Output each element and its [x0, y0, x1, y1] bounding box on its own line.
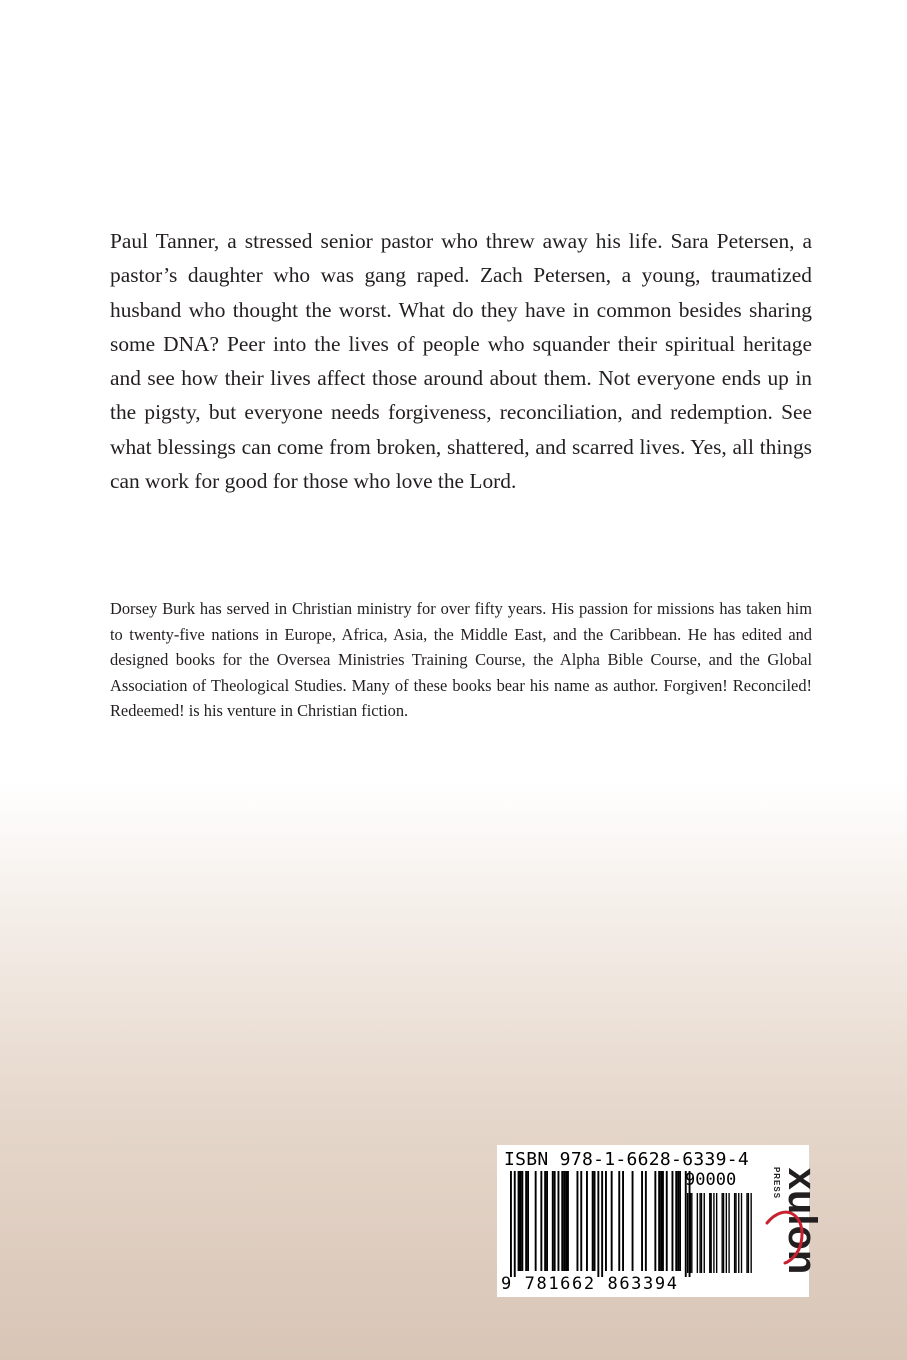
back-cover-blurb: Paul Tanner, a stressed senior pastor who threw away his life. Sara Petersen, a pastor’s daughter who was gang raped. Zach Petersen, a young, traumatized husband who thought the worst. What do they have in common besides sharing some DNA? Peer into the lives of people who squander their spiritual heritage and see how their lives affect those around about them. Not everyone ends up in the pigsty, but everyone needs forgiveness, reconciliation, and redemption. See what blessings can come from broken, shattered, and scarred lives. Yes, all things can work for good for those who love the Lord. — [110, 229, 812, 494]
price-code: 90000 — [685, 1170, 737, 1190]
barcode-bar — [546, 1171, 548, 1271]
barcode-bar — [632, 1171, 634, 1271]
barcode-bar — [554, 1171, 556, 1271]
addon-bar — [704, 1193, 705, 1273]
barcode-bar — [677, 1171, 679, 1271]
barcode-bar — [563, 1171, 565, 1271]
barcode-bar — [601, 1171, 603, 1277]
barcode-bar — [672, 1171, 674, 1271]
barcode-bar — [540, 1171, 542, 1271]
addon-bar — [697, 1193, 698, 1273]
barcode-bar — [580, 1171, 582, 1271]
barcode-bar — [535, 1171, 537, 1271]
addon-bar — [690, 1193, 691, 1273]
addon-bar — [726, 1193, 727, 1273]
barcode-bar — [618, 1171, 620, 1271]
barcode-bar — [605, 1171, 607, 1271]
addon-bar — [713, 1193, 714, 1273]
addon-bar — [738, 1193, 739, 1273]
barcode-bar — [679, 1171, 681, 1271]
addon-bar — [734, 1193, 735, 1273]
publisher-name: xulon — [780, 1167, 824, 1275]
barcode-bar — [592, 1171, 594, 1271]
addon-bar — [691, 1193, 692, 1273]
barcode-bar — [622, 1171, 624, 1271]
isbn-label: ISBN 978-1-6628-6339-4 — [504, 1149, 750, 1170]
addon-bar — [687, 1193, 688, 1273]
barcode-bar — [552, 1171, 554, 1271]
barcode-bar — [518, 1171, 520, 1271]
barcode-bar — [544, 1171, 546, 1271]
addon-bar — [750, 1193, 751, 1273]
barcode-bar — [660, 1171, 662, 1271]
addon-bar — [710, 1193, 711, 1273]
barcode-bar — [658, 1171, 660, 1271]
barcode-digits: 9 781662 863394 — [501, 1274, 679, 1294]
addon-bar — [716, 1193, 717, 1273]
barcode-bar — [597, 1171, 599, 1277]
barcode-bar — [525, 1171, 527, 1271]
barcode-bar — [641, 1171, 643, 1271]
addon-bar — [709, 1193, 710, 1273]
barcode-bar — [586, 1171, 588, 1271]
barcode-bar — [527, 1171, 529, 1271]
barcode-bar — [594, 1171, 596, 1271]
addon-bar — [722, 1193, 723, 1273]
barcode-bar — [521, 1171, 523, 1271]
addon-bar — [723, 1193, 724, 1273]
barcode-bar — [654, 1171, 656, 1271]
barcode-bar — [567, 1171, 569, 1271]
barcode-bar — [611, 1171, 613, 1271]
addon-bar — [741, 1193, 742, 1273]
barcode-bar — [520, 1171, 522, 1271]
barcode-bar — [666, 1171, 668, 1271]
barcode-bar — [558, 1171, 560, 1271]
barcode-bar — [662, 1171, 664, 1271]
addon-bar — [735, 1193, 736, 1273]
addon-bar — [728, 1193, 729, 1273]
addon-bar — [701, 1193, 702, 1273]
barcode-bar — [645, 1171, 647, 1271]
addon-bar — [748, 1193, 749, 1273]
isbn-barcode-block — [497, 1145, 824, 1297]
addon-bar — [699, 1193, 700, 1273]
barcode-bar — [514, 1171, 516, 1277]
publisher-imprint: PRESS — [772, 1166, 781, 1200]
author-bio: Dorsey Burk has served in Christian ministry for over fifty years. His passion for missions has taken him to twenty-five nations in Europe, Africa, Asia, the Middle East, and the Caribbean. He has edited and designed books for the Oversea Ministries Training Course, the Alpha Bible Course, and the Global Association of Theological Studies. Many of these books bear his name as author. Forgiven! Reconciled! Redeemed! is his venture in Christian fiction. — [110, 599, 812, 720]
barcode-bar — [565, 1171, 567, 1271]
addon-bar — [746, 1193, 747, 1273]
barcode-bar — [577, 1171, 579, 1271]
barcode-bar — [561, 1171, 563, 1271]
barcode-bar — [510, 1171, 512, 1277]
barcode-bar — [675, 1171, 677, 1271]
xulon-press-logo-icon — [759, 1157, 824, 1285]
